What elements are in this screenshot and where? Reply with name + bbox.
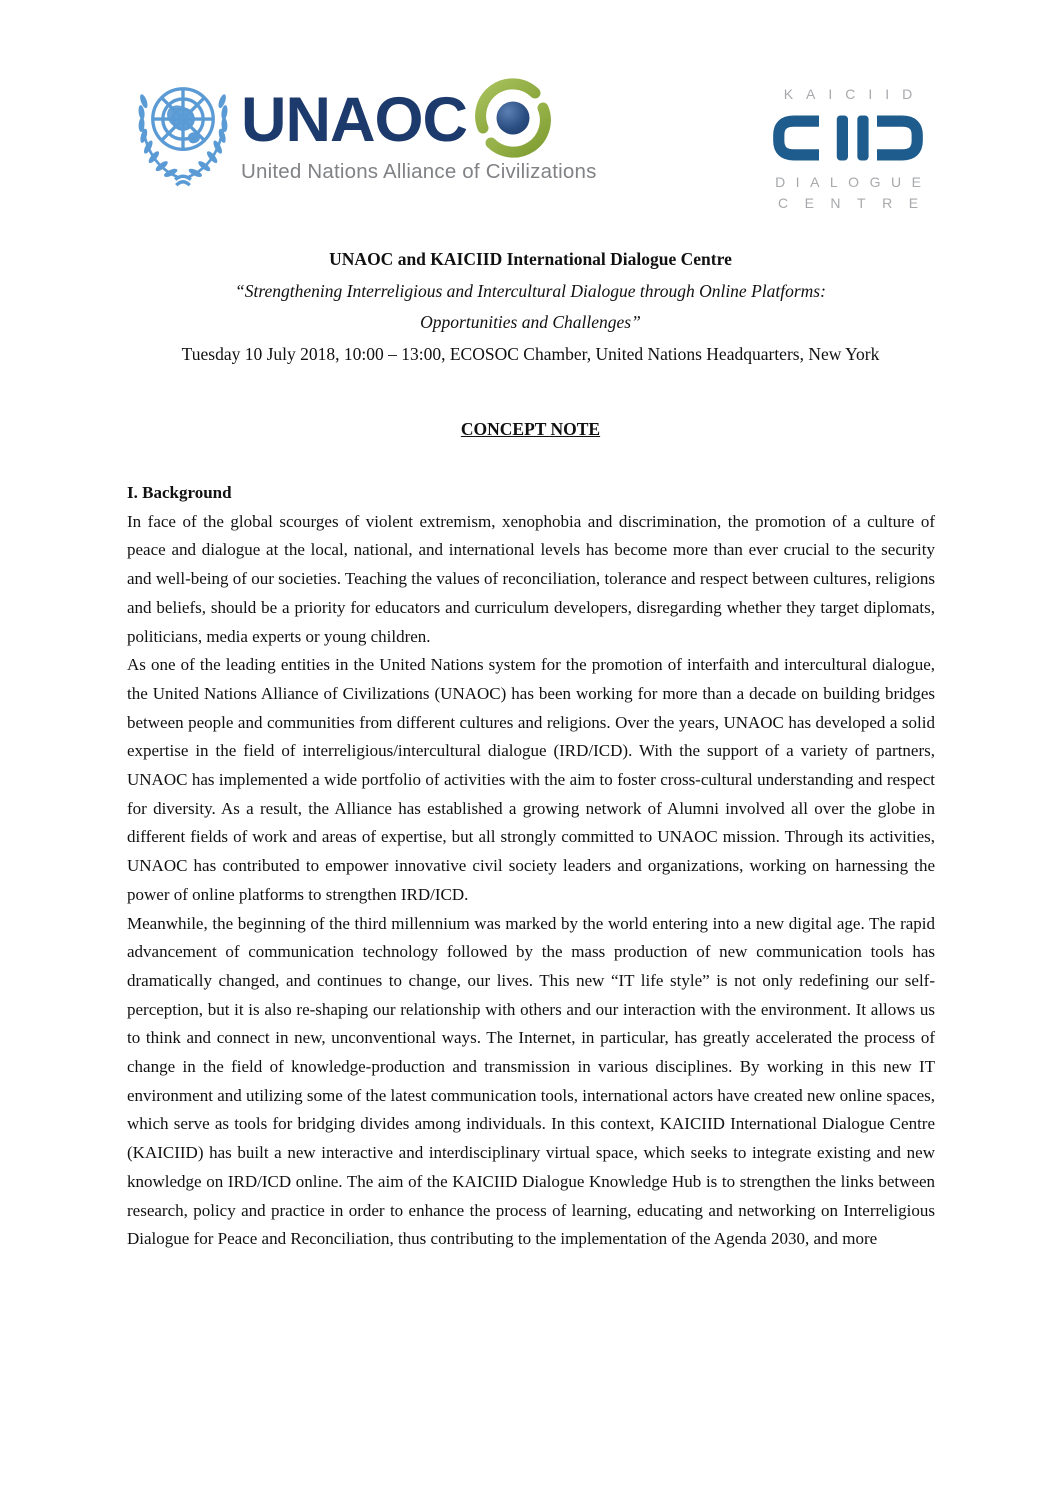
kaiciid-dialogue-label: DIALOGUE (775, 174, 932, 190)
document-subtitle-line1: “Strengthening Interreligious and Intercultural Dialogue through Online Platforms: (235, 280, 826, 301)
unaoc-logo (127, 74, 597, 200)
paragraph-1: In face of the global scourges of violent extremism, xenophobia and discrimination, the promotion of a culture of peace and dialogue at the local, national, and international levels has become more than ever crucial to the security and well-being of our societies. Teaching the values of reconciliation, tolerance and respect between cultures, religions and beliefs, should be a priority for educators and curriculum developers, disregarding whether they target diplomats, politicians, media experts or young children. (127, 511, 935, 646)
kaiciid-name: KAICIID (783, 86, 926, 102)
section-heading-background: I. Background (127, 483, 232, 502)
un-emblem-icon (127, 74, 239, 200)
header-logos (127, 74, 934, 211)
unaoc-wordmark: UNAOC (241, 84, 467, 155)
title-block (127, 244, 934, 370)
concept-note-heading: CONCEPT NOTE (460, 419, 601, 439)
document-subtitle-line2: Opportunities and Challenges” (420, 312, 641, 332)
document-title: UNAOC and KAICIID International Dialogue Centre (329, 249, 732, 269)
paragraph-3: Meanwhile, the beginning of the third millennium was marked by the world entering into a new digital age. The rapid advancement of communication technology followed by the mass production of new communication tools has dramatically changed, and continues to change, our lives. This new “IT life style” is not only redefining our self-perception, but it is also re-shaping our relationship with others and our interaction with the environment. It allows us to think and connect in new, unconventional ways. The Internet, in particular, has greatly accelerated the process of change in the field of knowledge-production and transmission in various disciplines. By working in this new IT environment and utilizing some of the latest communication tools, international actors have created new online spaces, which serve as tools for bridging divides among individuals. In this context, KAICIID International Dialogue Centre (KAICIID) has built a new interactive and interdisciplinary virtual space, which seeks to integrate existing and new knowledge on IRD/ICD online. The aim of the KAICIID Dialogue Knowledge Hub is to strengthen the links between research, policy and practice in order to enhance the process of learning, educating and networking on Interreligious Dialogue for Peace and Reconciliation, thus contributing to the implementation of the Agenda 2030, and more (127, 913, 935, 1249)
kaiciid-centre-label: CENTRE (777, 195, 935, 211)
unaoc-text-block (241, 74, 597, 184)
event-date-line: Tuesday 10 July 2018, 10:00 – 13:00, ECOSOC Chamber, United Nations Headquarters, New York (181, 343, 880, 364)
kaiciid-logo (762, 86, 934, 211)
unaoc-tagline: United Nations Alliance of Civilizations (241, 160, 597, 183)
unaoc-swirl-icon (473, 78, 553, 158)
document-body (127, 479, 935, 1254)
paragraph-2: As one of the leading entities in the United Nations system for the promotion of interfaith and intercultural dialogue, the United Nations Alliance of Civilizations (UNAOC) has been working for more than a decade on building bridges between people and communities from different cultures and religions. Over the years, UNAOC has developed a solid expertise in the field of interreligious/intercultural dialogue (IRD/ICD). With the support of a variety of partners, UNAOC has implemented a wide portfolio of activities with the aim to foster cross-cultural understanding and respect for diversity. As a result, the Alliance has established a growing network of Alumni involved all over the globe in different fields of work and areas of expertise, but all strongly committed to UNAOC mission. Through its activities, UNAOC has contributed to empower innovative civil society leaders and organizations, working on harnessing the power of online platforms to strengthen IRD/ICD. (127, 655, 935, 904)
kaiciid-ciid-mark-icon (767, 109, 929, 167)
